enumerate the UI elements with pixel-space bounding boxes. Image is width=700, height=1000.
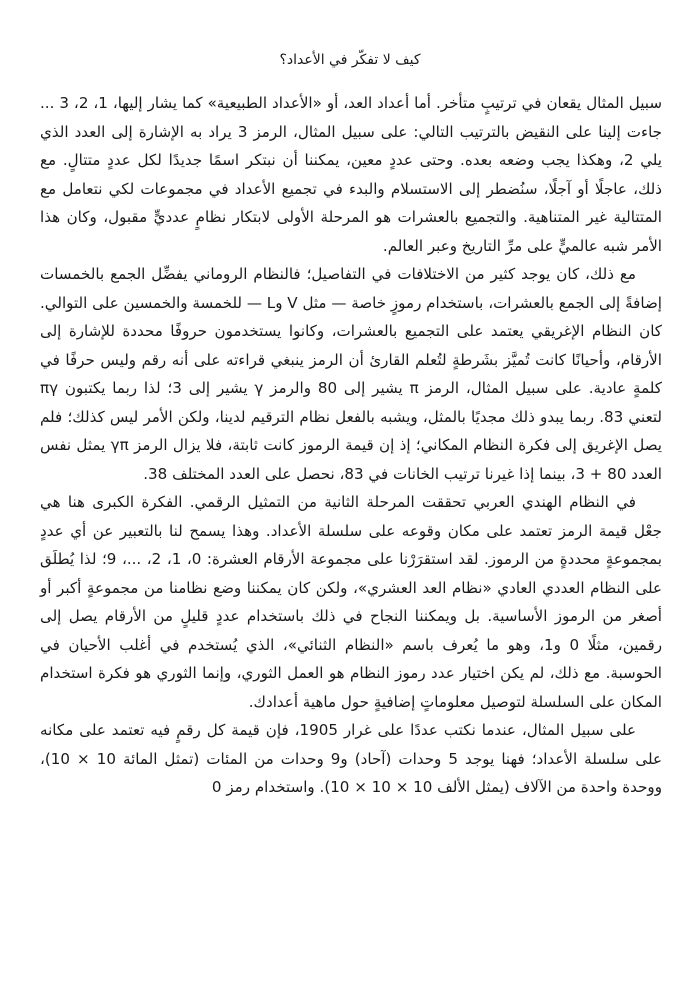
paragraph-hindu-arabic: في النظام الهندي العربي تحققت المرحلة الثانية من التمثيل الرقمي. الفكرة الكبرى هنا هي جعْل قيمة الرمز تعتمد على مكان وقوعه على سلسلة الأعداد. وهذا يسمح لنا بالتعبير عن أي عددٍ بمجموعةٍ محددةٍ من الرموز. لقد استقرَرْنا على مجموعة الأرقام العشرة: 0، 1، 2، ...، 9؛ لذا يُطلَق على النظام العددي العادي «نظام العد العشري»، ولكن كان يمكننا وضع نظامنا من مجموعةٍ أكبر أو أصغر من الرموز الأساسية. بل ويمكننا النجاح في ذلك باستخدام عددٍ قليلٍ من الأرقام يصل إلى رقمين، مثلًا 0 و1، وهو ما يُعرف باسم «النظام الثنائي»، الذي يُستخدم في أغلب الأحيان في الحوسبة. مع ذلك، لم يكن اختيار عدد رموز النظام هو العمل الثوري، وإنما الثوري هو فكرة استخدام المكان على السلسلة لتوصيل معلوماتٍ إضافيةٍ حول ماهية أعدادك.	[40, 493, 663, 711]
paragraph-place-value-example: على سبيل المثال، عندما نكتب عددًا على غرار 1905، فإن قيمة كل رقمٍ فيه تعتمد على مكانه على سلسلة الأعداد؛ فهنا يوجد 5 وحدات (آحاد) و9 وحدات من المئات (تمثل المائة 10 × 10)، ووحدة واحدة من الآلاف (يمثل الألف 10 × 10 × 10). واستخدام رمز 0	[40, 721, 663, 796]
paragraph-continuation: سبيل المثال يقعان في ترتيبٍ متأخر. أما أعداد العد، أو «الأعداد الطبيعية» كما يشار إليها، 1، 2، 3 ... جاءت إلينا على النقيض بالترتيب التالي: على سبيل المثال، الرمز 3 يراد به الإشارة إلى العدد الذي يلي 2، وهكذا يجب وضعه بعده. وحتى عددٍ معين، يمكننا أن نبتكر اسمًا جديدًا لكل عددٍ متتالٍ. مع ذلك، عاجلًا أو آجلًا، سنُضطر إلى الاستسلام والبدء في تجميع الأعداد في مجموعات لكي نتعامل مع المتتالية غير المتناهية. والتجميع بالعشرات هو المرحلة الأولى لابتكار نظامٍ عدديٍّ مقبول، وكان هذا الأمر شبه عالميٍّ على مرِّ التاريخ وعبر العالم.	[40, 94, 663, 255]
paragraph-roman-greek: مع ذلك، كان يوجد كثير من الاختلافات في التفاصيل؛ فالنظام الروماني يفضِّل الجمع بالخمسات إضافةً إلى الجمع بالعشرات، باستخدام رموزٍ خاصة — مثل V وL — للخمسة والخمسين على التوالي. كان النظام الإغريقي يعتمد على التجميع بالعشرات، وكانوا يستخدمون حروفًا محددة للإشارة إلى الأرقام، وأحيانًا كانت تُميَّز بشَرطةٍ لتُعلم القارئ أن الرمز ينبغي قراءته على أنه رقم وليس حرفًا في كلمةٍ عادية. على سبيل المثال، الرمز π يشير إلى 80 والرمز γ يشير إلى 3؛ لذا ربما يكتبون πγ لتعني 83. ربما يبدو ذلك مجديًا بالمثل، ويشبه بالفعل نظام الترقيم لدينا، ولكن الأمر ليس كذلك؛ فلم يصل الإغريق إلى فكرة النظام المكاني؛ إذ إن قيمة الرموز كانت ثابتة، فلا يزال الرمز γπ يمثل نفس العدد 80 + 3، بينما إذا غيرنا ترتيب الخانات في 83، نحصل على العدد المختلف 38.	[40, 265, 663, 483]
running-title: كيف لا تفكّر في الأعداد؟	[279, 52, 421, 68]
body-text	[40, 89, 662, 802]
